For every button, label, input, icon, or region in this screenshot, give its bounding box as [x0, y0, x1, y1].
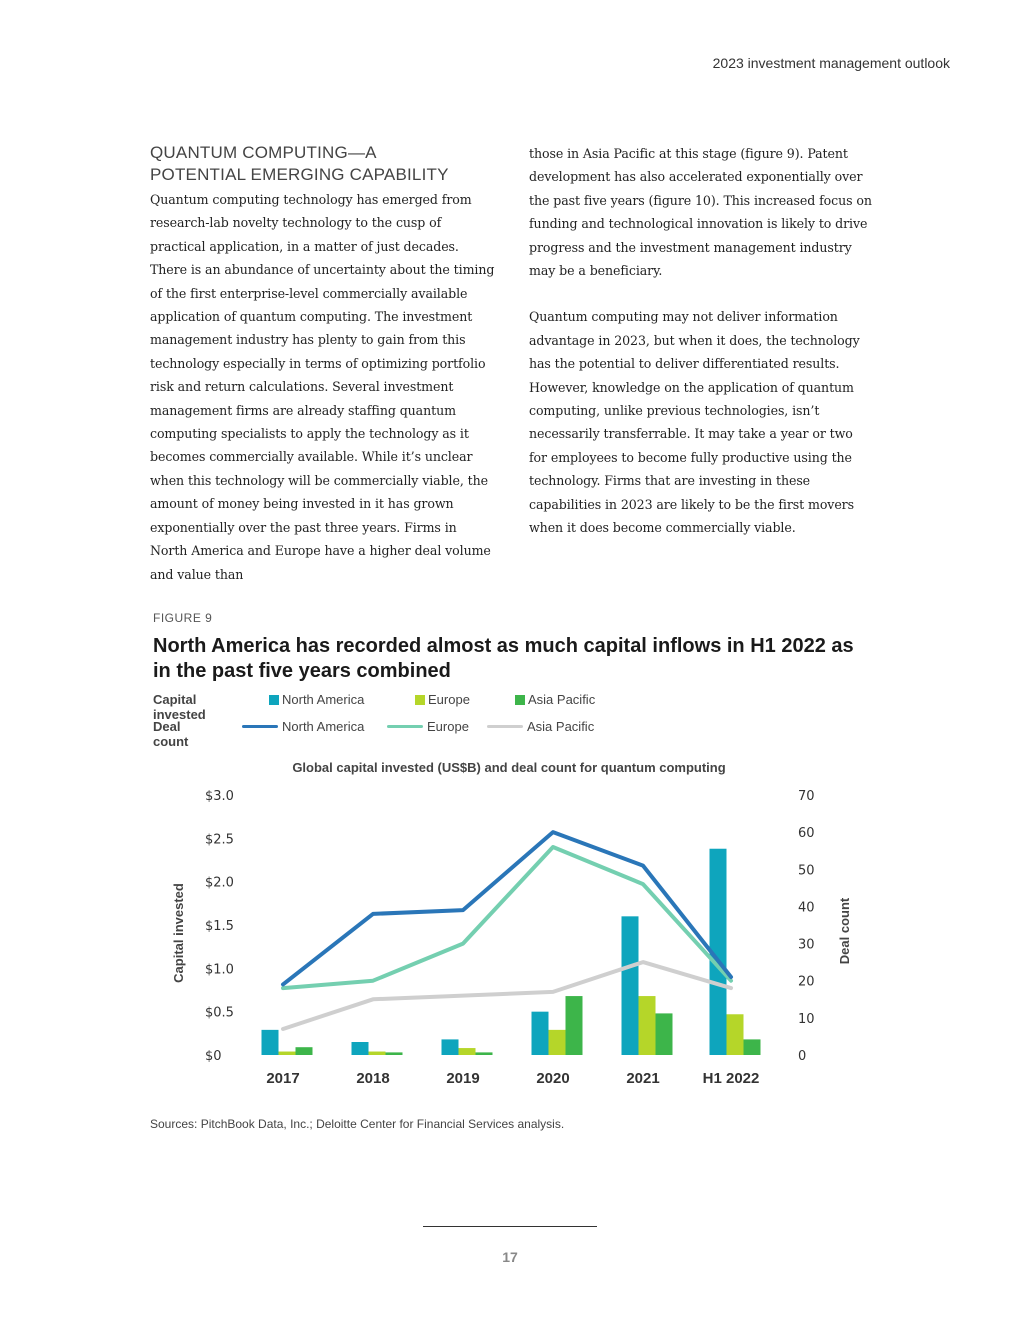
- article-right-column: [529, 142, 874, 540]
- bar-europe: [369, 1052, 386, 1055]
- bar-north-america: [352, 1042, 369, 1055]
- swatch-line-north-america: [242, 725, 278, 728]
- figure-title: North America has recorded almost as much capital inflows in H1 2022 as in the past five years combined: [153, 635, 854, 682]
- y2-tick-label: 70: [798, 789, 815, 804]
- section-heading: [150, 142, 495, 186]
- right-paragraph-1: those in Asia Pacific at this stage (figure 9). Patent development has also accelerated exponentially over the past five years (figure 10). This increased focus on funding and technological innovation is likely to drive progress and the investment management industry may be a beneficiary.: [529, 146, 872, 279]
- y2-tick-label: 20: [798, 974, 815, 990]
- y2-tick-label: 50: [798, 863, 815, 879]
- y2-tick-label: 10: [798, 1011, 815, 1027]
- left-paragraph: Quantum computing technology has emerged from research-lab novelty technology to the cusp of practical application, in a matter of just decades. There is an abundance of uncertainty about the timing of the first enterprise-level commercially available application of quantum computing. The investment management industry has plenty to gain from this technology especially in terms of optimizing portfolio risk and return calculations. Several investment management firms are already staffing quantum computing specialists to apply the technology as it becomes commercially available. While it’s unclear when this technology will be commercially viable, the amount of money being invested in it has grown exponentially over the past three years. Firms in North America and Europe have a higher deal volume and value than: [150, 192, 495, 582]
- footer-rule: [423, 1226, 597, 1227]
- y2-tick-label: 40: [798, 900, 815, 916]
- page-number: 17: [502, 1249, 518, 1265]
- legend-line-north-america: North America: [242, 719, 364, 734]
- article-left-column: [150, 142, 495, 586]
- swatch-line-asia-pacific: [487, 725, 523, 728]
- legend-bar-asia-pacific: Asia Pacific: [515, 692, 595, 707]
- legend-line-europe: Europe: [387, 719, 469, 734]
- x-tick-label: 2017: [266, 1070, 300, 1087]
- bar-asia-pacific: [476, 1052, 493, 1055]
- legend-deal-label: Deal count: [153, 719, 189, 749]
- swatch-bar-north-america: [269, 695, 279, 705]
- bar-asia-pacific: [566, 996, 583, 1055]
- x-tick-label: 2020: [536, 1070, 570, 1087]
- bar-europe: [549, 1030, 566, 1055]
- chart-title: Global capital invested (US$B) and deal count for quantum computing: [292, 760, 726, 775]
- y2-axis-label: Deal count: [837, 897, 852, 965]
- x-tick-label: 2018: [356, 1070, 390, 1087]
- swatch-line-europe: [387, 725, 423, 728]
- y-tick-label: $0.5: [205, 1005, 234, 1021]
- bar-asia-pacific: [296, 1047, 313, 1055]
- section-heading-line-1: QUANTUM COMPUTING—A: [150, 143, 377, 162]
- source-note: Sources: PitchBook Data, Inc.; Deloitte Center for Financial Services analysis.: [150, 1117, 565, 1131]
- bar-north-america: [262, 1030, 279, 1055]
- y-tick-label: $0: [205, 1049, 222, 1064]
- right-paragraph-2: Quantum computing may not deliver information advantage in 2023, but when it does, the technology has the potential to deliver differentiated results. However, knowledge on the application of quantum computing, unlike previous technologies, isn’t necessarily transferrable. It may take a year or two for employees to become fully productive using the technology. Firms that are investing in these capabilities in 2023 are likely to be the first movers when it does become commercially viable.: [529, 309, 860, 536]
- y-tick-label: $3.0: [205, 789, 234, 804]
- capital-deal-chart: [150, 750, 870, 1095]
- x-tick-label: H1 2022: [702, 1070, 760, 1087]
- figure-label: FIGURE 9: [153, 611, 213, 625]
- running-head: 2023 investment management outlook: [712, 55, 950, 71]
- x-tick-label: 2019: [446, 1070, 480, 1087]
- swatch-bar-europe: [415, 695, 425, 705]
- bar-north-america: [442, 1039, 459, 1055]
- y-tick-label: $1.0: [205, 962, 234, 978]
- y-tick-label: $1.5: [205, 919, 234, 934]
- y2-tick-label: 30: [798, 937, 815, 953]
- bar-europe: [459, 1048, 476, 1055]
- bar-asia-pacific: [744, 1039, 761, 1055]
- y2-tick-label: 0: [798, 1049, 807, 1064]
- legend-line-asia-pacific: Asia Pacific: [487, 719, 594, 734]
- y-axis-label: Capital invested: [171, 883, 186, 983]
- bar-asia-pacific: [386, 1052, 403, 1055]
- legend-bar-north-america: North America: [269, 692, 364, 707]
- legend-bar-europe: Europe: [415, 692, 470, 707]
- bar-europe: [727, 1014, 744, 1055]
- y-tick-label: $2.5: [205, 832, 234, 848]
- swatch-bar-asia-pacific: [515, 695, 525, 705]
- bar-asia-pacific: [656, 1013, 673, 1055]
- section-heading-line-2: POTENTIAL EMERGING CAPABILITY: [150, 165, 449, 184]
- legend-capital-label: Capital invested: [153, 692, 206, 722]
- bar-north-america: [532, 1012, 549, 1055]
- y-tick-label: $2.0: [205, 875, 234, 891]
- bar-north-america: [622, 916, 639, 1055]
- y2-tick-label: 60: [798, 826, 815, 842]
- bar-europe: [639, 996, 656, 1055]
- bar-europe: [279, 1052, 296, 1055]
- x-tick-label: 2021: [626, 1070, 660, 1087]
